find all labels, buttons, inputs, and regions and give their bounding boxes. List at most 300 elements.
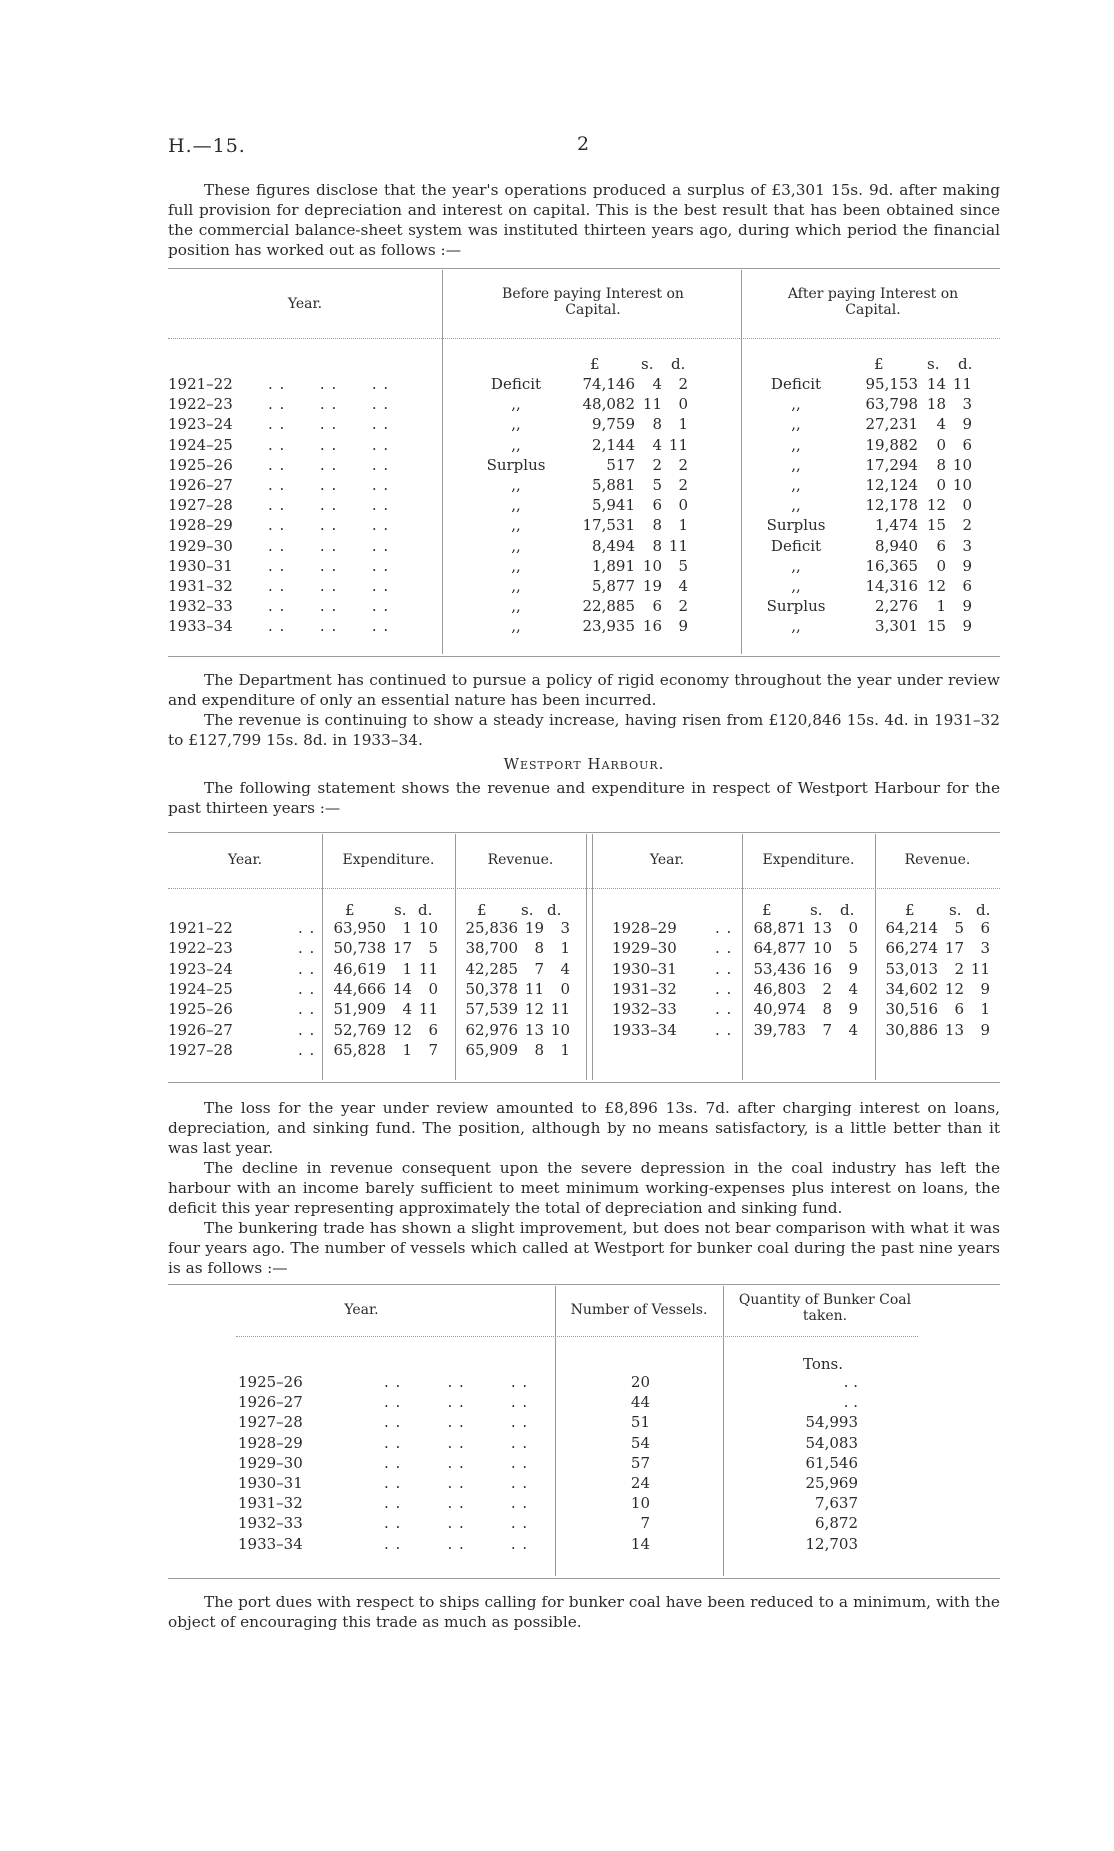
before-pence-cell: 9 bbox=[678, 617, 688, 636]
revenue-shillings-cell: 5 bbox=[954, 919, 964, 937]
before-status-cell: ,, bbox=[511, 516, 521, 535]
revenue-pounds-cell: 50,378 bbox=[465, 979, 518, 998]
column-header-vessels: Number of Vessels. bbox=[570, 1302, 708, 1318]
year-cell: 1925–26 bbox=[168, 1000, 233, 1019]
year-cell: 1922–23 bbox=[168, 939, 233, 958]
after-pence-cell: 2 bbox=[962, 516, 972, 535]
expenditure-pence-cell: 5 bbox=[848, 939, 858, 958]
year-cell: 1929–30 bbox=[238, 1453, 303, 1472]
tons-cell: 25,969 bbox=[805, 1474, 858, 1492]
before-status-cell: ,, bbox=[511, 597, 521, 616]
after-shillings-cell: 18 bbox=[926, 395, 946, 414]
expenditure-pence-cell: 9 bbox=[848, 1000, 858, 1019]
revenue-shillings-cell: 19 bbox=[524, 919, 544, 937]
before-pence-cell: 1 bbox=[678, 415, 688, 434]
before-pounds-cell: 5,877 bbox=[592, 577, 635, 595]
before-pounds-cell: 5,881 bbox=[592, 476, 635, 494]
leader-dots: . . . . . . bbox=[268, 476, 390, 494]
d-unit: d. bbox=[418, 901, 433, 919]
after-pounds-cell: 12,178 bbox=[865, 496, 918, 515]
after-pence-cell: 6 bbox=[962, 435, 972, 454]
section-heading: Westport Harbour. bbox=[503, 755, 665, 773]
d-unit: d. bbox=[671, 355, 686, 373]
before-shillings-cell: 16 bbox=[642, 617, 662, 636]
revenue-pounds-cell: 53,013 bbox=[885, 959, 938, 978]
tons-cell: 54,083 bbox=[805, 1433, 858, 1452]
year-cell: 1921–22 bbox=[168, 375, 233, 393]
before-pence-cell: 1 bbox=[678, 516, 688, 535]
year-cell: 1926–27 bbox=[168, 476, 233, 494]
column-header-year-right: Year. bbox=[649, 852, 685, 868]
paragraph-revenue: The revenue is continuing to show a steady increase, having risen from £120,846 15s. 4d. in 1931–32 to £127,799 15s. 8d. in 1933–34. bbox=[168, 711, 1000, 749]
revenue-shillings-cell: 13 bbox=[944, 1020, 964, 1039]
column-header-year-left: Year. bbox=[227, 852, 263, 868]
s-unit: s. bbox=[521, 901, 534, 919]
after-shillings-cell: 15 bbox=[926, 516, 946, 535]
leader-dots: . . . . . . bbox=[268, 516, 390, 535]
before-shillings-cell: 5 bbox=[652, 476, 662, 494]
vessels-cell: 24 bbox=[630, 1474, 650, 1492]
revenue-shillings-cell: 13 bbox=[524, 1020, 544, 1039]
revenue-pounds-cell: 38,700 bbox=[465, 939, 518, 958]
expenditure-pence-cell: 4 bbox=[848, 1020, 858, 1039]
after-shillings-cell: 6 bbox=[936, 536, 946, 555]
tons-cell: . . bbox=[843, 1373, 858, 1391]
year-cell: 1933–34 bbox=[238, 1534, 303, 1553]
year-cell: 1924–25 bbox=[168, 435, 233, 454]
after-pounds-cell: 2,276 bbox=[875, 597, 918, 616]
revenue-pounds-cell: 30,516 bbox=[885, 1000, 938, 1019]
revenue-shillings-cell: 12 bbox=[944, 979, 964, 998]
s-unit: s. bbox=[394, 901, 407, 919]
year-cell: 1929–30 bbox=[612, 939, 677, 958]
revenue-pounds-cell: 62,976 bbox=[465, 1020, 518, 1039]
before-pounds-cell: 48,082 bbox=[582, 395, 635, 414]
leader-dots: . . . . . . bbox=[384, 1514, 529, 1533]
after-shillings-cell: 0 bbox=[936, 435, 946, 454]
before-pence-cell: 2 bbox=[678, 455, 688, 474]
before-pence-cell: 11 bbox=[668, 435, 688, 454]
vessels-cell: 14 bbox=[630, 1534, 650, 1553]
revenue-shillings-cell: 17 bbox=[944, 939, 964, 958]
tons-cell: . . bbox=[843, 1393, 858, 1412]
revenue-pence-cell: 3 bbox=[980, 939, 990, 958]
after-status-cell: Deficit bbox=[770, 536, 822, 555]
year-cell: 1931–32 bbox=[612, 979, 677, 998]
vessels-cell: 20 bbox=[630, 1373, 650, 1391]
after-status-cell: ,, bbox=[791, 617, 801, 636]
after-status-cell: ,, bbox=[791, 556, 801, 575]
before-shillings-cell: 4 bbox=[652, 375, 662, 393]
revenue-pence-cell: 6 bbox=[980, 919, 990, 937]
after-pence-cell: 3 bbox=[962, 395, 972, 414]
pound-unit: £ bbox=[477, 901, 487, 919]
after-pounds-cell: 1,474 bbox=[875, 516, 918, 535]
expenditure-pence-cell: 6 bbox=[428, 1020, 438, 1039]
revenue-pence-cell: 1 bbox=[980, 1000, 990, 1019]
unit-tons: Tons. bbox=[803, 1355, 843, 1373]
leader-dots: . . . . . . bbox=[268, 536, 390, 555]
before-pounds-cell: 517 bbox=[606, 455, 635, 474]
revenue-shillings-cell: 12 bbox=[524, 1000, 544, 1019]
expenditure-pounds-cell: 63,950 bbox=[333, 919, 386, 937]
revenue-shillings-cell: 7 bbox=[534, 959, 544, 978]
revenue-pence-cell: 10 bbox=[550, 1020, 570, 1039]
before-pence-cell: 2 bbox=[678, 476, 688, 494]
leader-dots: . . bbox=[298, 959, 316, 978]
tons-cell: 61,546 bbox=[805, 1453, 858, 1472]
revenue-pounds-cell: 42,285 bbox=[465, 959, 518, 978]
after-status-cell: ,, bbox=[791, 577, 801, 595]
after-pence-cell: 10 bbox=[952, 455, 972, 474]
before-status-cell: ,, bbox=[511, 556, 521, 575]
page-number: 2 bbox=[577, 133, 590, 155]
leader-dots: . . bbox=[715, 959, 733, 978]
leader-dots: . . . . . . bbox=[268, 617, 390, 636]
after-pounds-cell: 63,798 bbox=[865, 395, 918, 414]
leader-dots: . . . . . . bbox=[384, 1393, 529, 1412]
leader-dots: . . . . . . bbox=[384, 1433, 529, 1452]
expenditure-shillings-cell: 8 bbox=[822, 1000, 832, 1019]
expenditure-pounds-cell: 64,877 bbox=[753, 939, 806, 958]
before-shillings-cell: 8 bbox=[652, 536, 662, 555]
year-cell: 1927–28 bbox=[168, 496, 233, 515]
after-status-cell: ,, bbox=[791, 455, 801, 474]
after-pounds-cell: 3,301 bbox=[875, 617, 918, 636]
revenue-shillings-cell: 2 bbox=[954, 959, 964, 978]
vessels-cell: 54 bbox=[630, 1433, 650, 1452]
year-cell: 1927–28 bbox=[238, 1413, 303, 1432]
vessels-cell: 44 bbox=[630, 1393, 650, 1412]
before-shillings-cell: 6 bbox=[652, 496, 662, 515]
leader-dots: . . . . . . bbox=[384, 1413, 529, 1432]
tons-cell: 54,993 bbox=[805, 1413, 858, 1432]
year-cell: 1925–26 bbox=[238, 1373, 303, 1391]
leader-dots: . . . . . . bbox=[268, 375, 390, 393]
after-pounds-cell: 19,882 bbox=[865, 435, 918, 454]
expenditure-pence-cell: 11 bbox=[418, 1000, 438, 1019]
year-cell: 1925–26 bbox=[168, 455, 233, 474]
before-status-cell: ,, bbox=[511, 415, 521, 434]
paragraph-economy: The Department has continued to pursue a policy of rigid economy throughout the year under review and expenditure of only an essential nature has been incurred. bbox=[168, 671, 1000, 709]
year-cell: 1928–29 bbox=[168, 516, 233, 535]
leader-dots: . . bbox=[715, 919, 733, 937]
revenue-pounds-cell: 25,836 bbox=[465, 919, 518, 937]
leader-dots: . . bbox=[298, 1020, 316, 1039]
before-pounds-cell: 22,885 bbox=[582, 597, 635, 616]
vessels-cell: 10 bbox=[630, 1494, 650, 1513]
paragraph-intro: These figures disclose that the year's operations produced a surplus of £3,301 15s. 9d. after making full provision for depreciation and interest on capital. This is the best result that has been obtained since the commercial balance-sheet system was instituted thirteen years ago, during which period the financial position has worked out as follows :— bbox=[168, 181, 1000, 259]
before-status-cell: ,, bbox=[511, 617, 521, 636]
year-cell: 1923–24 bbox=[168, 415, 233, 434]
leader-dots: . . bbox=[298, 919, 316, 937]
revenue-shillings-cell: 6 bbox=[954, 1000, 964, 1019]
paragraph-bunkering: The bunkering trade has shown a slight improvement, but does not bear comparison with what it was four years ago. The number of vessels which called at Westport for bunker coal during the past nine years is as follows :— bbox=[168, 1219, 1000, 1277]
after-shillings-cell: 4 bbox=[936, 415, 946, 434]
year-cell: 1933–34 bbox=[168, 617, 233, 636]
after-status-cell: ,, bbox=[791, 395, 801, 414]
revenue-pence-cell: 9 bbox=[980, 979, 990, 998]
before-shillings-cell: 8 bbox=[652, 516, 662, 535]
expenditure-shillings-cell: 2 bbox=[822, 979, 832, 998]
after-pence-cell: 10 bbox=[952, 476, 972, 494]
revenue-pence-cell: 4 bbox=[560, 959, 570, 978]
expenditure-pence-cell: 10 bbox=[418, 919, 438, 937]
paragraph-statement: The following statement shows the revenue and expenditure in respect of Westport Harbour for the past thirteen years :— bbox=[168, 779, 1000, 817]
d-unit: d. bbox=[840, 901, 855, 919]
expenditure-pounds-cell: 52,769 bbox=[333, 1020, 386, 1039]
after-status-cell: ,, bbox=[791, 476, 801, 494]
expenditure-pounds-cell: 40,974 bbox=[753, 1000, 806, 1019]
before-pence-cell: 2 bbox=[678, 597, 688, 616]
after-pounds-cell: 16,365 bbox=[865, 556, 918, 575]
before-shillings-cell: 11 bbox=[642, 395, 662, 414]
pound-unit: £ bbox=[762, 901, 772, 919]
s-unit: s. bbox=[641, 355, 654, 373]
after-pence-cell: 11 bbox=[952, 375, 972, 393]
before-pence-cell: 2 bbox=[678, 375, 688, 393]
expenditure-pence-cell: 11 bbox=[418, 959, 438, 978]
after-status-cell: Surplus bbox=[766, 516, 826, 535]
after-status-cell: Surplus bbox=[766, 597, 826, 616]
expenditure-shillings-cell: 10 bbox=[812, 939, 832, 958]
after-pence-cell: 9 bbox=[962, 415, 972, 434]
leader-dots: . . . . . . bbox=[268, 556, 390, 575]
after-pounds-cell: 8,940 bbox=[875, 536, 918, 555]
before-pence-cell: 0 bbox=[678, 395, 688, 414]
before-status-cell: Deficit bbox=[490, 375, 542, 393]
after-pounds-cell: 12,124 bbox=[865, 476, 918, 494]
before-pounds-cell: 9,759 bbox=[592, 415, 635, 434]
column-header-before-interest: Before paying Interest on Capital. bbox=[502, 286, 684, 318]
paragraph-port-dues: The port dues with respect to ships calling for bunker coal have been reduced to a minimum, with the object of encouraging this trade as much as possible. bbox=[168, 1593, 1000, 1631]
before-shillings-cell: 6 bbox=[652, 597, 662, 616]
expenditure-pence-cell: 7 bbox=[428, 1040, 438, 1059]
year-cell: 1930–31 bbox=[238, 1474, 303, 1492]
after-shillings-cell: 15 bbox=[926, 617, 946, 636]
year-cell: 1929–30 bbox=[168, 536, 233, 555]
expenditure-pounds-cell: 65,828 bbox=[333, 1040, 386, 1059]
leader-dots: . . bbox=[715, 979, 733, 998]
s-unit: s. bbox=[949, 901, 962, 919]
year-cell: 1924–25 bbox=[168, 979, 233, 998]
expenditure-shillings-cell: 12 bbox=[392, 1020, 412, 1039]
leader-dots: . . . . . . bbox=[268, 496, 390, 515]
before-shillings-cell: 8 bbox=[652, 415, 662, 434]
tons-cell: 6,872 bbox=[815, 1514, 858, 1533]
before-pounds-cell: 17,531 bbox=[582, 516, 635, 535]
expenditure-pence-cell: 9 bbox=[848, 959, 858, 978]
after-pounds-cell: 14,316 bbox=[865, 577, 918, 595]
revenue-pence-cell: 1 bbox=[560, 939, 570, 958]
d-unit: d. bbox=[958, 355, 973, 373]
before-pounds-cell: 2,144 bbox=[592, 435, 635, 454]
s-unit: s. bbox=[810, 901, 823, 919]
after-pence-cell: 3 bbox=[962, 536, 972, 555]
before-pounds-cell: 23,935 bbox=[582, 617, 635, 636]
before-status-cell: ,, bbox=[511, 577, 521, 595]
column-header-year: Year. bbox=[287, 296, 323, 312]
before-status-cell: ,, bbox=[511, 536, 521, 555]
expenditure-pounds-cell: 68,871 bbox=[753, 919, 806, 937]
revenue-pence-cell: 9 bbox=[980, 1020, 990, 1039]
column-header-after-interest: After paying Interest on Capital. bbox=[787, 286, 959, 318]
before-pounds-cell: 74,146 bbox=[582, 375, 635, 393]
before-status-cell: ,, bbox=[511, 435, 521, 454]
leader-dots: . . bbox=[298, 979, 316, 998]
column-header-revenue-right: Revenue. bbox=[904, 852, 971, 868]
year-cell: 1927–28 bbox=[168, 1040, 233, 1059]
vessels-cell: 57 bbox=[630, 1453, 650, 1472]
leader-dots: . . . . . . bbox=[384, 1474, 529, 1492]
pound-unit: £ bbox=[905, 901, 915, 919]
tons-cell: 7,637 bbox=[815, 1494, 858, 1513]
year-cell: 1933–34 bbox=[612, 1020, 677, 1039]
revenue-pence-cell: 3 bbox=[560, 919, 570, 937]
expenditure-pounds-cell: 44,666 bbox=[333, 979, 386, 998]
year-cell: 1928–29 bbox=[238, 1433, 303, 1452]
s-unit: s. bbox=[927, 355, 940, 373]
expenditure-shillings-cell: 1 bbox=[402, 919, 412, 937]
year-cell: 1922–23 bbox=[168, 395, 233, 414]
leader-dots: . . bbox=[298, 939, 316, 958]
before-pence-cell: 4 bbox=[678, 577, 688, 595]
vessels-cell: 7 bbox=[640, 1514, 650, 1533]
year-cell: 1932–33 bbox=[612, 1000, 677, 1019]
expenditure-pounds-cell: 50,738 bbox=[333, 939, 386, 958]
leader-dots: . . . . . . bbox=[384, 1453, 529, 1472]
after-shillings-cell: 12 bbox=[926, 577, 946, 595]
before-shillings-cell: 19 bbox=[642, 577, 662, 595]
expenditure-pounds-cell: 39,783 bbox=[753, 1020, 806, 1039]
year-cell: 1921–22 bbox=[168, 919, 233, 937]
expenditure-shillings-cell: 14 bbox=[392, 979, 412, 998]
after-pence-cell: 9 bbox=[962, 617, 972, 636]
revenue-pounds-cell: 66,274 bbox=[885, 939, 938, 958]
expenditure-pence-cell: 5 bbox=[428, 939, 438, 958]
expenditure-pence-cell: 0 bbox=[428, 979, 438, 998]
vessels-cell: 51 bbox=[630, 1413, 650, 1432]
expenditure-pounds-cell: 51,909 bbox=[333, 1000, 386, 1019]
after-status-cell: ,, bbox=[791, 496, 801, 515]
after-shillings-cell: 1 bbox=[936, 597, 946, 616]
leader-dots: . . bbox=[715, 1020, 733, 1039]
leader-dots: . . bbox=[298, 1040, 316, 1059]
year-cell: 1928–29 bbox=[612, 919, 677, 937]
before-status-cell: Surplus bbox=[486, 455, 546, 474]
year-cell: 1923–24 bbox=[168, 959, 233, 978]
pound-unit: £ bbox=[590, 355, 600, 373]
before-shillings-cell: 10 bbox=[642, 556, 662, 575]
expenditure-pounds-cell: 46,619 bbox=[333, 959, 386, 978]
tons-cell: 12,703 bbox=[805, 1534, 858, 1553]
leader-dots: . . . . . . bbox=[384, 1494, 529, 1513]
leader-dots: . . . . . . bbox=[268, 415, 390, 434]
after-pence-cell: 6 bbox=[962, 577, 972, 595]
after-shillings-cell: 0 bbox=[936, 476, 946, 494]
year-cell: 1926–27 bbox=[168, 1020, 233, 1039]
pound-unit: £ bbox=[874, 355, 884, 373]
leader-dots: . . bbox=[715, 1000, 733, 1019]
column-header-revenue-left: Revenue. bbox=[487, 852, 554, 868]
year-cell: 1931–32 bbox=[168, 577, 233, 595]
after-status-cell: ,, bbox=[791, 435, 801, 454]
year-cell: 1932–33 bbox=[238, 1514, 303, 1533]
paragraph-loss: The loss for the year under review amounted to £8,896 13s. 7d. after charging interest on loans, depreciation, and sinking fund. The position, although by no means satisfactory, is a little better than it was last year. bbox=[168, 1099, 1000, 1157]
leader-dots: . . . . . . bbox=[384, 1373, 529, 1391]
before-pence-cell: 11 bbox=[668, 536, 688, 555]
after-pence-cell: 0 bbox=[962, 496, 972, 515]
expenditure-pounds-cell: 46,803 bbox=[753, 979, 806, 998]
before-pounds-cell: 1,891 bbox=[592, 556, 635, 575]
expenditure-shillings-cell: 17 bbox=[392, 939, 412, 958]
expenditure-shillings-cell: 1 bbox=[402, 1040, 412, 1059]
after-shillings-cell: 0 bbox=[936, 556, 946, 575]
pound-unit: £ bbox=[345, 901, 355, 919]
leader-dots: . . . . . . bbox=[384, 1534, 529, 1553]
column-header-year: Year. bbox=[344, 1302, 379, 1318]
before-status-cell: ,, bbox=[511, 395, 521, 414]
column-header-quantity: Quantity of Bunker Coal taken. bbox=[738, 1292, 912, 1324]
before-shillings-cell: 4 bbox=[652, 435, 662, 454]
leader-dots: . . . . . . bbox=[268, 577, 390, 595]
revenue-shillings-cell: 8 bbox=[534, 1040, 544, 1059]
year-cell: 1931–32 bbox=[238, 1494, 303, 1513]
year-cell: 1932–33 bbox=[168, 597, 233, 616]
after-pence-cell: 9 bbox=[962, 597, 972, 616]
before-pence-cell: 0 bbox=[678, 496, 688, 515]
before-pounds-cell: 8,494 bbox=[592, 536, 635, 555]
year-cell: 1926–27 bbox=[238, 1393, 303, 1412]
year-cell: 1930–31 bbox=[612, 959, 677, 978]
before-pounds-cell: 5,941 bbox=[592, 496, 635, 515]
after-pence-cell: 9 bbox=[962, 556, 972, 575]
before-status-cell: ,, bbox=[511, 476, 521, 494]
year-cell: 1930–31 bbox=[168, 556, 233, 575]
after-pounds-cell: 17,294 bbox=[865, 455, 918, 474]
revenue-pence-cell: 11 bbox=[970, 959, 990, 978]
paragraph-decline: The decline in revenue consequent upon the severe depression in the coal industry has left the harbour with an income barely sufficient to meet minimum working-expenses plus interest on loans, the deficit this year representing approximately the total of depreciation and sinking fund. bbox=[168, 1159, 1000, 1217]
leader-dots: . . bbox=[298, 1000, 316, 1019]
revenue-pence-cell: 11 bbox=[550, 1000, 570, 1019]
revenue-pence-cell: 1 bbox=[560, 1040, 570, 1059]
document-reference: H.—15. bbox=[168, 135, 246, 157]
expenditure-pounds-cell: 53,436 bbox=[753, 959, 806, 978]
d-unit: d. bbox=[547, 901, 562, 919]
expenditure-shillings-cell: 16 bbox=[812, 959, 832, 978]
after-status-cell: ,, bbox=[791, 415, 801, 434]
revenue-pounds-cell: 30,886 bbox=[885, 1020, 938, 1039]
before-status-cell: ,, bbox=[511, 496, 521, 515]
revenue-pounds-cell: 64,214 bbox=[885, 919, 938, 937]
leader-dots: . . . . . . bbox=[268, 455, 390, 474]
expenditure-pence-cell: 4 bbox=[848, 979, 858, 998]
column-header-expenditure-left: Expenditure. bbox=[342, 852, 435, 868]
leader-dots: . . . . . . bbox=[268, 395, 390, 414]
before-shillings-cell: 2 bbox=[652, 455, 662, 474]
expenditure-shillings-cell: 7 bbox=[822, 1020, 832, 1039]
revenue-shillings-cell: 8 bbox=[534, 939, 544, 958]
revenue-pounds-cell: 65,909 bbox=[465, 1040, 518, 1059]
expenditure-pence-cell: 0 bbox=[848, 919, 858, 937]
after-shillings-cell: 14 bbox=[926, 375, 946, 393]
revenue-pence-cell: 0 bbox=[560, 979, 570, 998]
revenue-shillings-cell: 11 bbox=[524, 979, 544, 998]
leader-dots: . . . . . . bbox=[268, 597, 390, 616]
after-shillings-cell: 12 bbox=[926, 496, 946, 515]
leader-dots: . . bbox=[715, 939, 733, 958]
column-header-expenditure-right: Expenditure. bbox=[762, 852, 855, 868]
